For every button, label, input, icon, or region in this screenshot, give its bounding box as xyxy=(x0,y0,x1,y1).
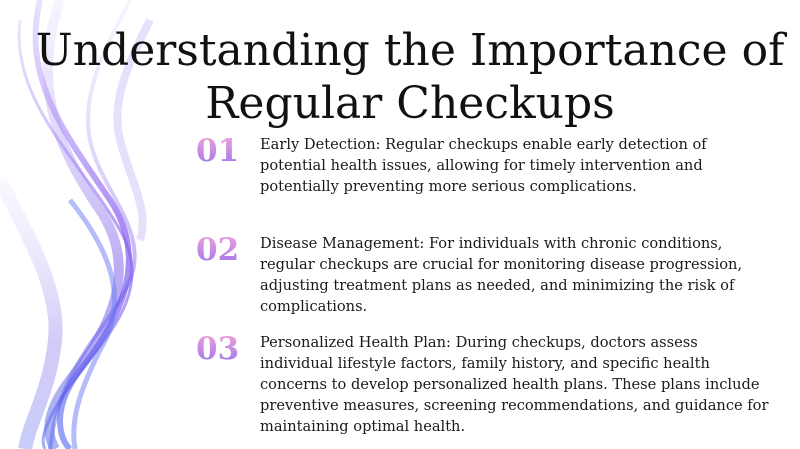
item-text: Personalized Health Plan: During checkups, doctors assess individual lifestyle factors, family history, and specific health concerns to develop personalized health plans. These plans include preventive measures, screening recommendations, and guidance for maintaining optimal health. xyxy=(260,334,769,435)
item-text: Early Detection: Regular checkups enable early detection of potential health issues, allowing for timely intervention and potentially preventing more serious complications. xyxy=(260,136,707,195)
slide-title-line-2: Regular Checkups xyxy=(205,78,615,129)
slide-title xyxy=(10,24,800,130)
item-number: 01 xyxy=(196,133,240,169)
slide-title-line-1: Understanding the Importance of xyxy=(35,25,785,76)
item-number: 03 xyxy=(196,331,240,367)
item-text: Disease Management: For individuals with chronic conditions, regular checkups are crucial for monitoring disease progression, adjusting treatment plans as needed, and minimizing the risk of complications. xyxy=(260,235,743,315)
item-number: 02 xyxy=(196,232,240,268)
